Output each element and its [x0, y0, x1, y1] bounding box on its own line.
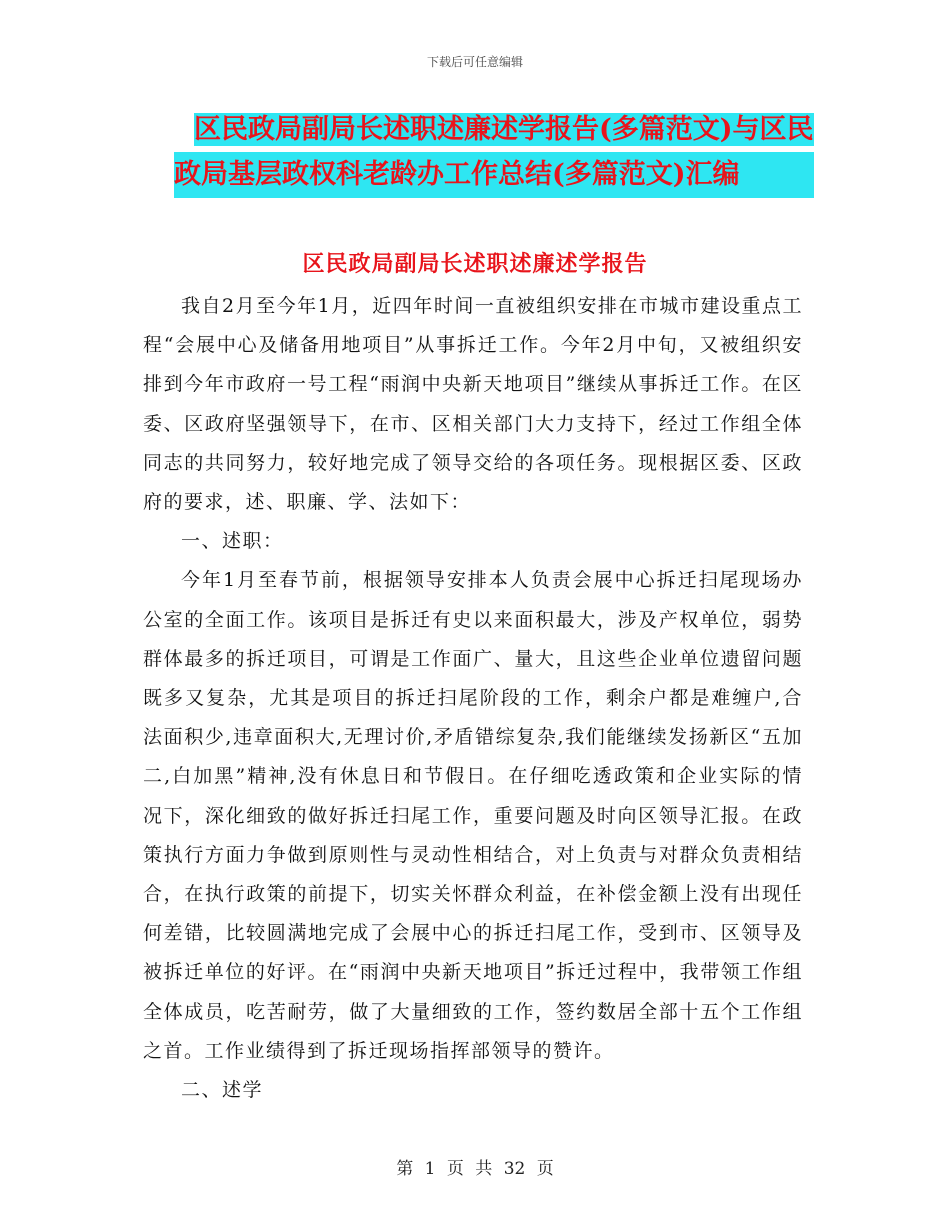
paragraph-intro: 我自2月至今年1月，近四年时间一直被组织安排在市城市建设重点工程“会展中心及储备用地项目”从事拆迁工作。今年2月中旬，又被组织安排到今年市政府一号工程“雨润中央新天地项目”继续从事拆迁工作。在区委、区政府坚强领导下，在市、区相关部门大力支持下，经过工作组全体同志的共同努力，较好地完成了领导交给的各项任务。现根据区委、区政府的要求，述、职廉、学、法如下：	[143, 295, 803, 514]
document-title-line-1: 区民政局副局长述职述廉述学报告(多篇范文)与区民	[194, 114, 814, 145]
section-title: 区民政局副局长述职述廉述学报告	[302, 251, 648, 277]
paragraph-shuzhi-content: 今年1月至春节前，根据领导安排本人负责会展中心拆迁扫尾现场办公室的全面工作。该项目是拆迁有史以来面积最大，涉及产权单位，弱势群体最多的拆迁项目，可谓是工作面广、量大，且这些企业单位遗留问题既多又复杂，尤其是项目的拆迁扫尾阶段的工作，剩余户都是难缠户,合法面积少,违章面积大,无理讨价,矛盾错综复杂,我们能继续发扬新区“五加二,白加黑”精神,没有休息日和节假日。在仔细吃透政策和企业实际的情况下，深化细致的做好拆迁扫尾工作，重要问题及时向区领导汇报。在政策执行方面力争做到原则性与灵动性相结合，对上负责与对群众负责相结合，在执行政策的前提下，切实关怀群众利益，在补偿金额上没有出现任何差错，比较圆满地完成了会展中心的拆迁扫尾工作，受到市、区领导及被拆迁单位的好评。在“雨润中央新天地项目”拆迁过程中，我带领工作组全体成员，吃苦耐劳，做了大量细致的工作，签约数居全部十五个工作组之首。工作业绩得到了拆迁现场指挥部领导的赞许。	[143, 569, 803, 1062]
header-note: 下载后可任意编辑	[426, 55, 523, 69]
document-title-line-2	[174, 152, 814, 198]
page-footer: 第 1 页 共 32 页	[396, 1159, 554, 1179]
paragraph-heading-shuxue: 二、述学	[181, 1079, 264, 1102]
document-title	[174, 108, 814, 198]
body-text	[143, 287, 803, 1110]
paragraph-heading-shuzhi: 一、述职：	[181, 530, 284, 553]
document-title-line-2-text: 政局基层政权科老龄办工作总结(多篇范文)汇编	[174, 159, 740, 190]
